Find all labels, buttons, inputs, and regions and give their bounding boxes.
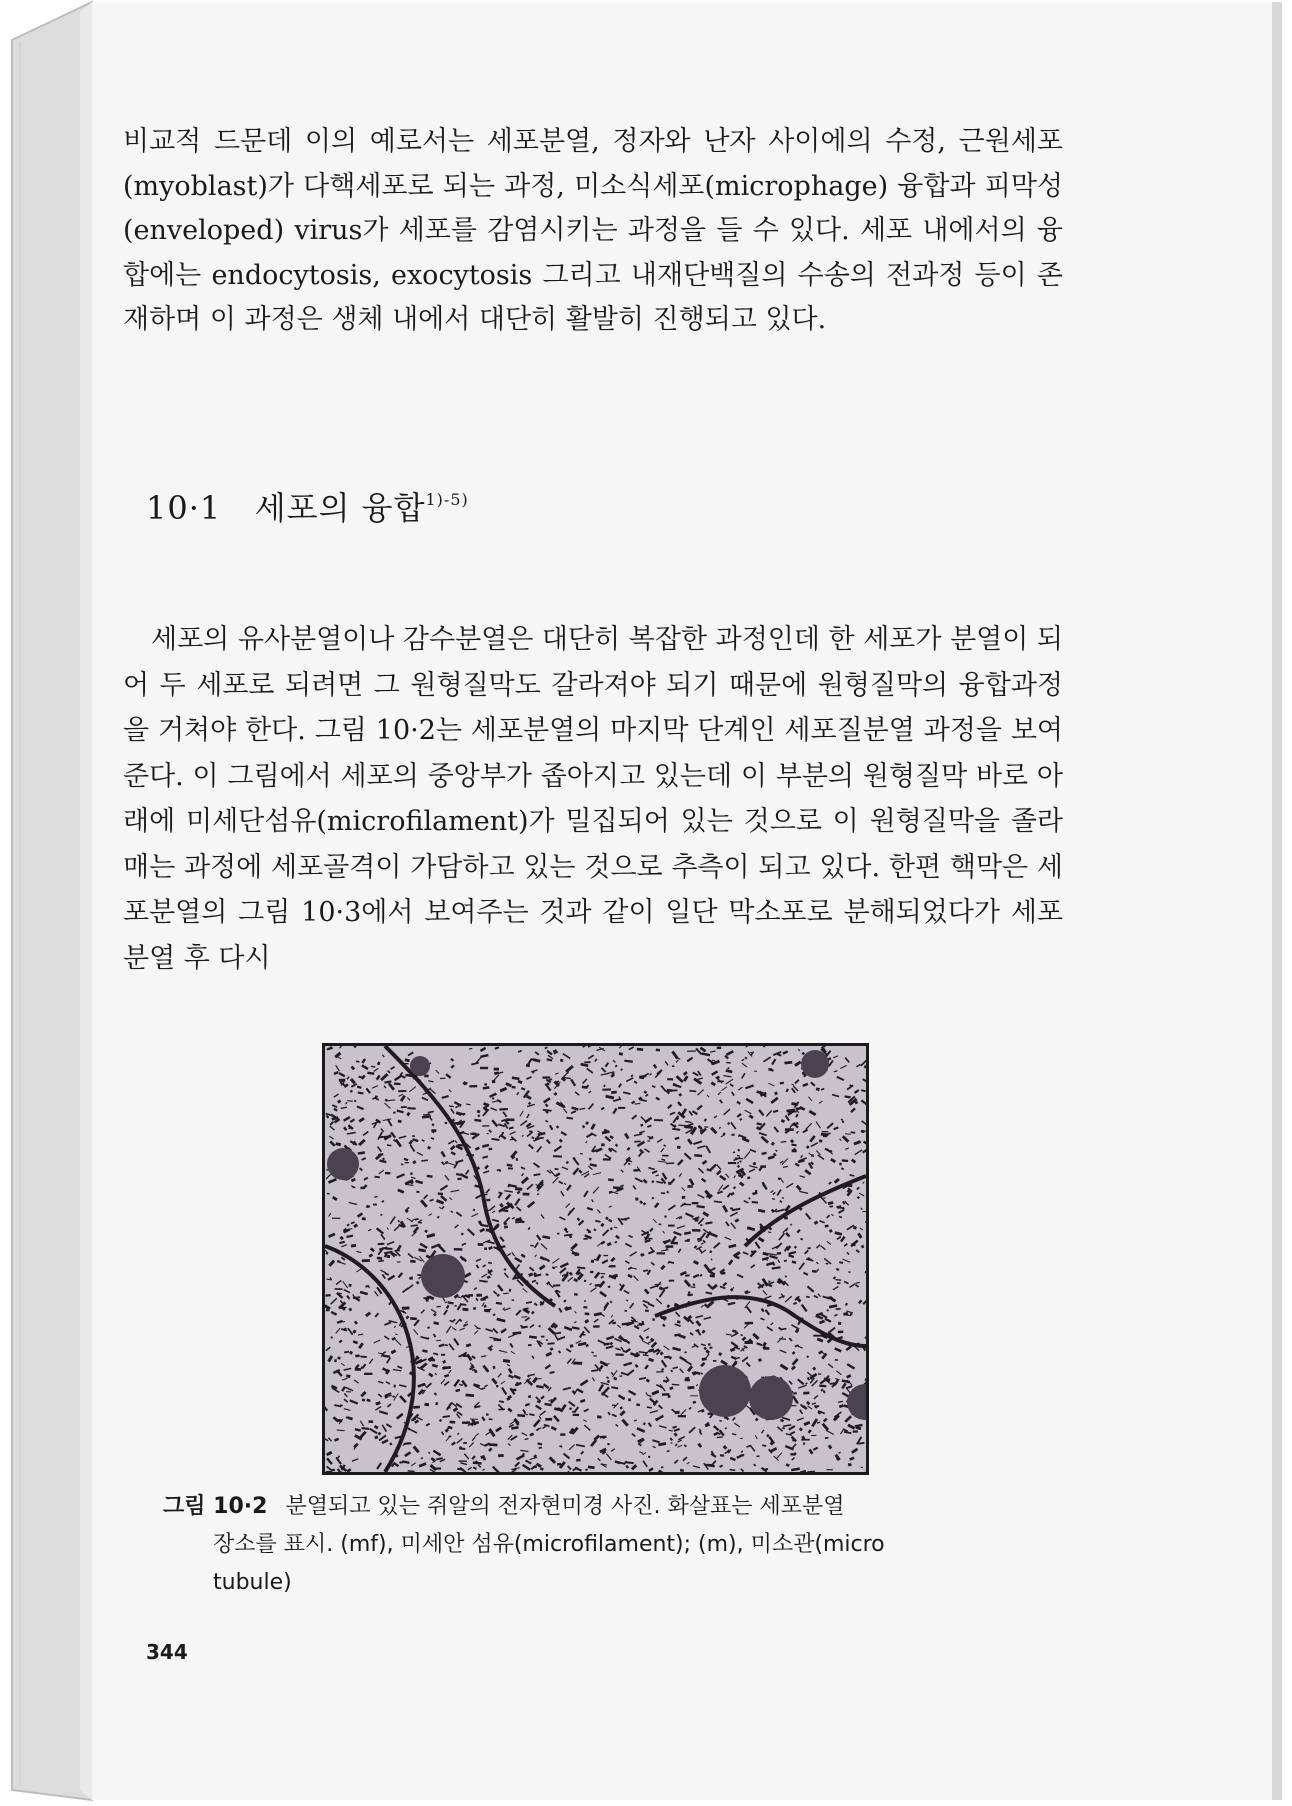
section-heading	[146, 483, 469, 529]
paragraph-intro-text: 비교적 드문데 이의 예로서는 세포분열, 정자와 난자 사이에의 수정, 근원세포(myoblast)가 다핵세포로 되는 과정, 미소식세포(microphage) 융합과 피막성(enveloped) virus가 세포를 감염시키는 과정을 들 수 있다. 세포 내에서의 융합에는 endocytosis, exocytosis 그리고 내재단백질의 수송의 전과정 등이 존재하며 이 과정은 생체 내에서 대단히 활발히 진행되고 있다.	[123, 126, 1063, 335]
granule	[410, 1056, 430, 1076]
granule	[749, 1376, 793, 1420]
granule	[421, 1254, 465, 1298]
section-number: 10·1	[146, 489, 222, 527]
body-paragraph-intro	[123, 120, 1063, 343]
section-reference: 1)-5)	[425, 490, 469, 509]
caption-line-2: 장소를 표시. (mf), 미세안 섬유(microfilament); (m), 미소관(micro	[213, 1532, 885, 1557]
paragraph-cell-fusion-text: 세포의 유사분열이나 감수분열은 대단히 복잡한 과정인데 한 세포가 분열이 되어 두 세포로 되려면 그 원형질막도 갈라져야 되기 때문에 원형질막의 융합과정을 거쳐야 한다. 그림 10·2는 세포분열의 마지막 단계인 세포질분열 과정을 보여준다. 이 그림에서 세포의 중앙부가 좁아지고 있는데 이 부분의 원형질막 바로 아래에 미세단섬유(microfilament)가 밀집되어 있는 것으로 이 원형질막을 졸라매는 과정에 세포골격이 가담하고 있는 것으로 추측이 되고 있다. 한편 핵막은 세포분열의 그림 10·3에서 보여주는 것과 같이 일단 막소포로 분해되었다가 세포분열 후 다시	[123, 624, 1063, 974]
figure-caption	[163, 1488, 1123, 1602]
electron-micrograph	[322, 1043, 869, 1475]
granule	[327, 1148, 359, 1180]
granule	[801, 1050, 829, 1078]
section-title-text: 세포의 융합	[254, 489, 426, 527]
caption-text-1: 분열되고 있는 쥐알의 전자현미경 사진. 화살표는 세포분열	[285, 1494, 845, 1519]
granule	[699, 1365, 751, 1417]
caption-line-1	[163, 1488, 1123, 1526]
body-paragraph-cell-fusion	[123, 617, 1063, 981]
caption-line-3: tubule)	[213, 1570, 292, 1595]
micrograph-image	[325, 1046, 866, 1472]
figure-label: 그림 10·2	[163, 1494, 268, 1519]
page-number: 344	[146, 1640, 188, 1664]
